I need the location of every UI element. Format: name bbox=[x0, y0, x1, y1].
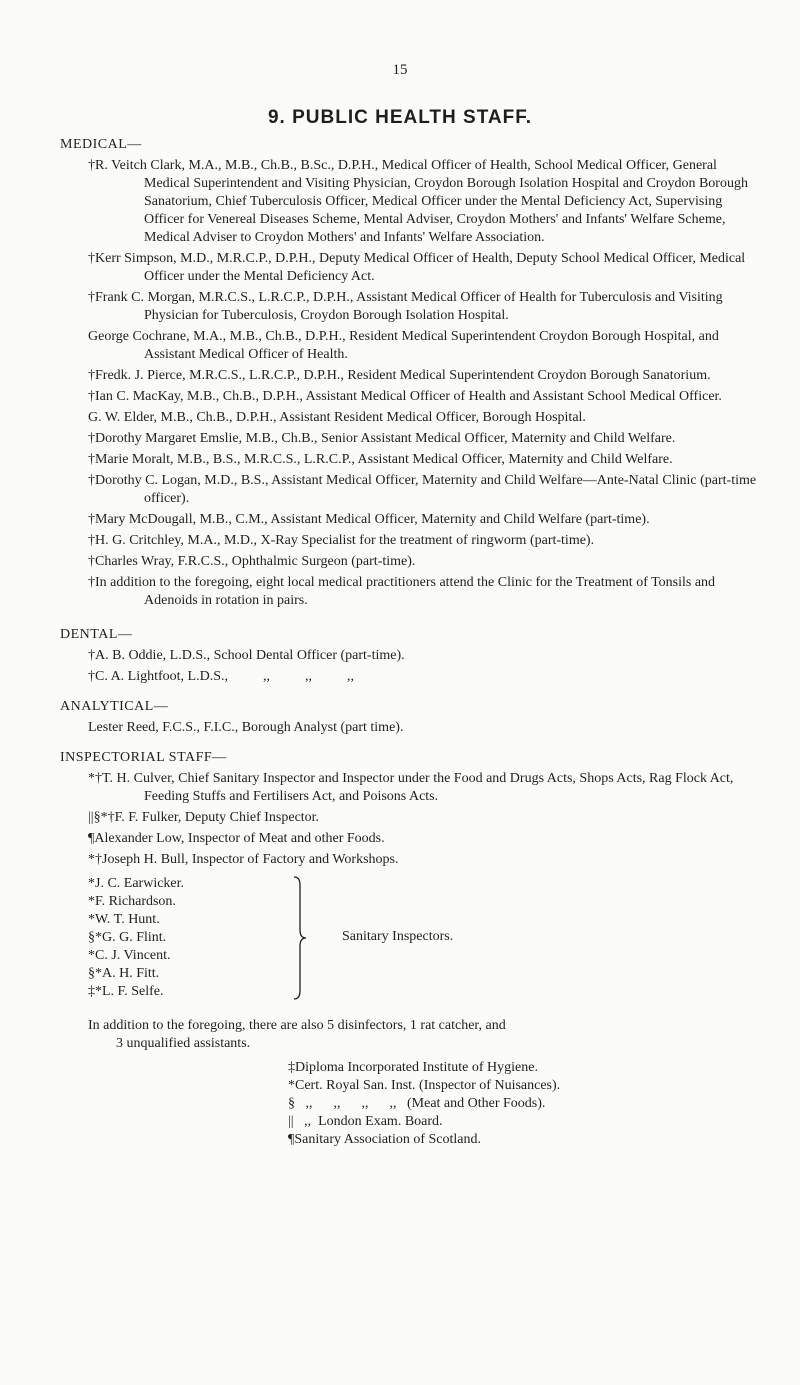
sanitary-inspector: *C. J. Vincent. bbox=[88, 948, 171, 963]
footnote: ¶Sanitary Association of Scotland. bbox=[288, 1132, 481, 1147]
section-heading-medical: MEDICAL— bbox=[60, 137, 142, 152]
inspector-entry: ||§*†F. F. Fulker, Deputy Chief Inspector. bbox=[88, 810, 320, 825]
sanitary-inspectors-list bbox=[88, 875, 288, 1001]
additional-staff-note-line: In addition to the foregoing, there are also 5 disinfectors, 1 rat catcher, and bbox=[88, 1018, 506, 1033]
sanitary-inspector: §*A. H. Fitt. bbox=[88, 966, 160, 981]
staff-list bbox=[60, 136, 760, 1149]
medical-entry: †Ian C. MacKay, M.B., Ch.B., D.P.H., Assistant Medical Officer of Health and Assistant School Medical Officer. bbox=[88, 389, 722, 404]
medical-entry: †Mary McDougall, M.B., C.M., Assistant Medical Officer, Maternity and Child Welfare (part-time). bbox=[88, 512, 650, 527]
sanitary-inspector: *J. C. Earwicker. bbox=[88, 876, 185, 891]
inspector-entry: *†Joseph H. Bull, Inspector of Factory and Workshops. bbox=[88, 852, 399, 867]
footnote: ‡Diploma Incorporated Institute of Hygiene. bbox=[288, 1060, 538, 1075]
medical-entry: †Frank C. Morgan, M.R.C.S., L.R.C.P., D.P.H., Assistant Medical Officer of Health for Tuberculosis and Visiting Physician for Tuberculosis, Croydon Borough Isolation Hospital. bbox=[88, 290, 723, 323]
inspector-entry: ¶Alexander Low, Inspector of Meat and other Foods. bbox=[88, 831, 385, 846]
footnotes bbox=[288, 1059, 760, 1149]
medical-entry: †Marie Moralt, M.B., B.S., M.R.C.S., L.R.C.P., Assistant Medical Officer, Maternity and Child Welfare. bbox=[88, 452, 673, 467]
section-heading-analytical: ANALYTICAL— bbox=[60, 699, 169, 714]
page-number: 15 bbox=[392, 62, 408, 78]
sanitary-inspector: *F. Richardson. bbox=[88, 894, 176, 909]
section-heading-dental: DENTAL— bbox=[60, 627, 133, 642]
sanitary-inspectors-group bbox=[88, 875, 760, 1001]
sanitary-inspector: §*G. G. Flint. bbox=[88, 930, 167, 945]
additional-staff-note bbox=[60, 1017, 760, 1053]
sanitary-inspectors-label: Sanitary Inspectors. bbox=[342, 929, 454, 944]
section-heading-inspectorial: INSPECTORIAL STAFF— bbox=[60, 750, 227, 765]
footnote: || ,, London Exam. Board. bbox=[288, 1114, 443, 1129]
inspector-entry: *†T. H. Culver, Chief Sanitary Inspector and Inspector under the Food and Drugs Acts, Shops Acts, Rag Flock Act, Feeding Stuffs and Fertilisers Act, and Poisons Acts. bbox=[88, 771, 734, 804]
dental-entry: †A. B. Oddie, L.D.S., School Dental Officer (part-time). bbox=[88, 648, 405, 663]
medical-entry: †In addition to the foregoing, eight local medical practitioners attend the Clinic for the Treatment of Tonsils and Adenoids in rotation in pairs. bbox=[88, 575, 716, 608]
medical-entry: †Fredk. J. Pierce, M.R.C.S., L.R.C.P., D.P.H., Resident Medical Superintendent Croydon Borough Sanatorium. bbox=[88, 368, 711, 383]
medical-entry: †Dorothy Margaret Emslie, M.B., Ch.B., Senior Assistant Medical Officer, Maternity and Child Welfare. bbox=[88, 431, 676, 446]
medical-entry: George Cochrane, M.A., M.B., Ch.B., D.P.H., Resident Medical Superintendent Croydon Borough Hospital, and Assistant Medical Officer of Health. bbox=[88, 329, 719, 362]
dental-entry: †C. A. Lightfoot, L.D.S., ,, ,, ,, bbox=[88, 669, 355, 684]
brace-icon bbox=[292, 875, 308, 1001]
analytical-entry: Lester Reed, F.C.S., F.I.C., Borough Analyst (part time). bbox=[88, 720, 404, 735]
footnote: *Cert. Royal San. Inst. (Inspector of Nuisances). bbox=[288, 1078, 561, 1093]
medical-entry: †H. G. Critchley, M.A., M.D., X-Ray Specialist for the treatment of ringworm (part-time). bbox=[88, 533, 595, 548]
sanitary-inspector: *W. T. Hunt. bbox=[88, 912, 160, 927]
medical-entry: †R. Veitch Clark, M.A., M.B., Ch.B., B.Sc., D.P.H., Medical Officer of Health, School Medical Officer, General Medical Superintendent and Visiting Physician, Croydon Borough Isolation Hospital and Croydon Borough Sanatorium, Chief Tuberculosis Officer, Medical Officer under the Mental Deficiency Act, Supervising Officer for Venereal Diseases Scheme, Mental Adviser, Croydon Mothers' and Infants' Welfare Scheme, Medical Adviser to Croydon Mothers' and Infants' Welfare Association. bbox=[88, 158, 748, 245]
medical-entry: †Dorothy C. Logan, M.D., B.S., Assistant Medical Officer, Maternity and Child Welfare—Ante-Natal Clinic (part-time officer). bbox=[88, 473, 757, 506]
medical-entry: †Kerr Simpson, M.D., M.R.C.P., D.P.H., Deputy Medical Officer of Health, Deputy School Medical Officer, Medical Officer under the Mental Deficiency Act. bbox=[88, 251, 746, 284]
sanitary-inspector: ‡*L. F. Selfe. bbox=[88, 984, 164, 999]
footnote: § ,, ,, ,, ,, (Meat and Other Foods). bbox=[288, 1096, 546, 1111]
additional-staff-note-line: 3 unqualified assistants. bbox=[116, 1036, 251, 1051]
medical-entry: †Charles Wray, F.R.C.S., Ophthalmic Surgeon (part-time). bbox=[88, 554, 416, 569]
medical-entry: G. W. Elder, M.B., Ch.B., D.P.H., Assistant Resident Medical Officer, Borough Hospital. bbox=[88, 410, 586, 425]
page-title: 9. PUBLIC HEALTH STAFF. bbox=[267, 107, 533, 128]
